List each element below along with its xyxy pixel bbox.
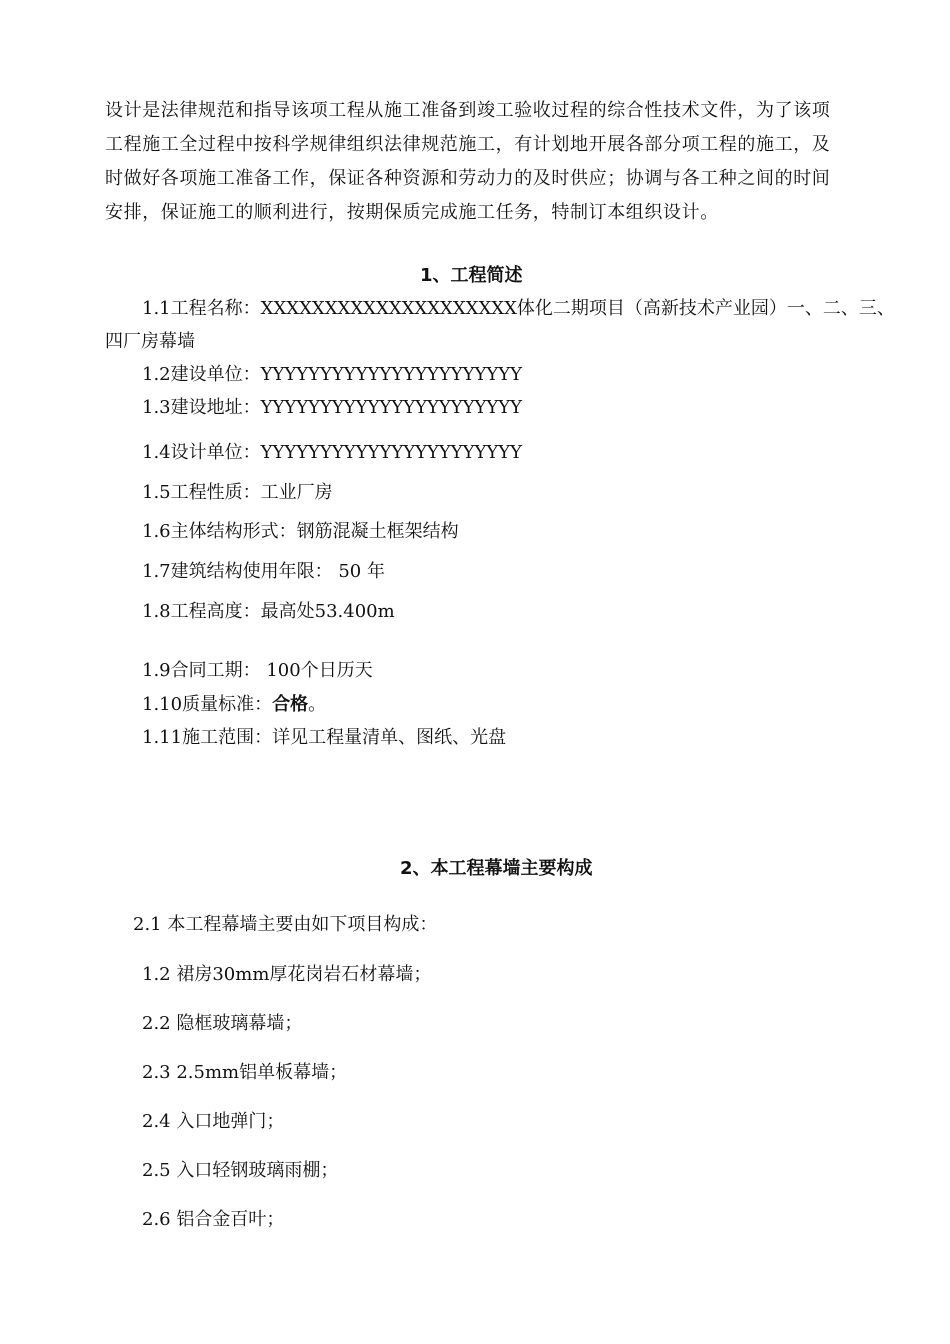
item-1-10-end: 。: [308, 694, 327, 715]
item-1-10: [142, 694, 326, 716]
section-2-item: 2.5 入口轻钢玻璃雨棚；: [142, 1160, 339, 1181]
item-1-1-line-1: 1.1工程名称：XXXXXXXXXXXXXXXXXXXX体化二期项目（高新技术产业园）一、二、三、: [142, 298, 895, 319]
item-1-2: 1.2建设单位：YYYYYYYYYYYYYYYYYYYYYY: [142, 364, 523, 385]
section-1-heading: 1、工程简述: [420, 265, 523, 286]
section-2-item: 2.6 铝合金百叶；: [142, 1209, 285, 1230]
item-1-1-line-2: 四厂房幕墙: [105, 331, 195, 352]
item-1-4: 1.4设计单位：YYYYYYYYYYYYYYYYYYYYYY: [142, 442, 523, 463]
item-1-10-value: 合格: [272, 694, 309, 715]
intro-line-3: 时做好各项施工准备工作，保证各种资源和劳动力的及时供应；协调与各工种之间的时间: [105, 168, 831, 189]
section-2-item: 2.3 2.5mm铝单板幕墙；: [142, 1062, 348, 1083]
intro-line-2: 工程施工全过程中按科学规律组织法律规范施工，有计划地开展各部分项工程的施工，及: [105, 134, 831, 155]
item-1-3: 1.3建设地址：YYYYYYYYYYYYYYYYYYYYYY: [142, 397, 523, 418]
intro-line-1: 设计是法律规范和指导该项工程从施工准备到竣工验收过程的综合性技术文件，为了该项: [105, 100, 831, 121]
item-1-10-label: 1.10质量标准：: [142, 694, 273, 715]
item-1-5: 1.5工程性质：工业厂房: [142, 482, 333, 503]
section-2-intro: 2.1 本工程幕墙主要由如下项目构成：: [133, 914, 438, 935]
item-1-8: 1.8工程高度：最高处53.400m: [142, 601, 395, 622]
section-2-item: 1.2 裙房30mm厚花岗岩石材幕墙；: [142, 964, 432, 985]
section-2-heading: 2、本工程幕墙主要构成: [400, 858, 593, 879]
item-1-11: 1.11施工范围：详见工程量清单、图纸、光盘: [142, 727, 507, 748]
intro-line-4: 安排，保证施工的顺利进行，按期保质完成施工任务，特制订本组织设计。: [105, 202, 719, 223]
item-1-9: 1.9合同工期： 100个日历天: [142, 660, 373, 681]
item-1-6: 1.6主体结构形式：钢筋混凝土框架结构: [142, 521, 459, 542]
section-2-item: 2.2 隐框玻璃幕墙；: [142, 1013, 303, 1034]
section-2-item: 2.4 入口地弹门；: [142, 1111, 285, 1132]
item-1-7: 1.7建筑结构使用年限： 50 年: [142, 561, 385, 582]
